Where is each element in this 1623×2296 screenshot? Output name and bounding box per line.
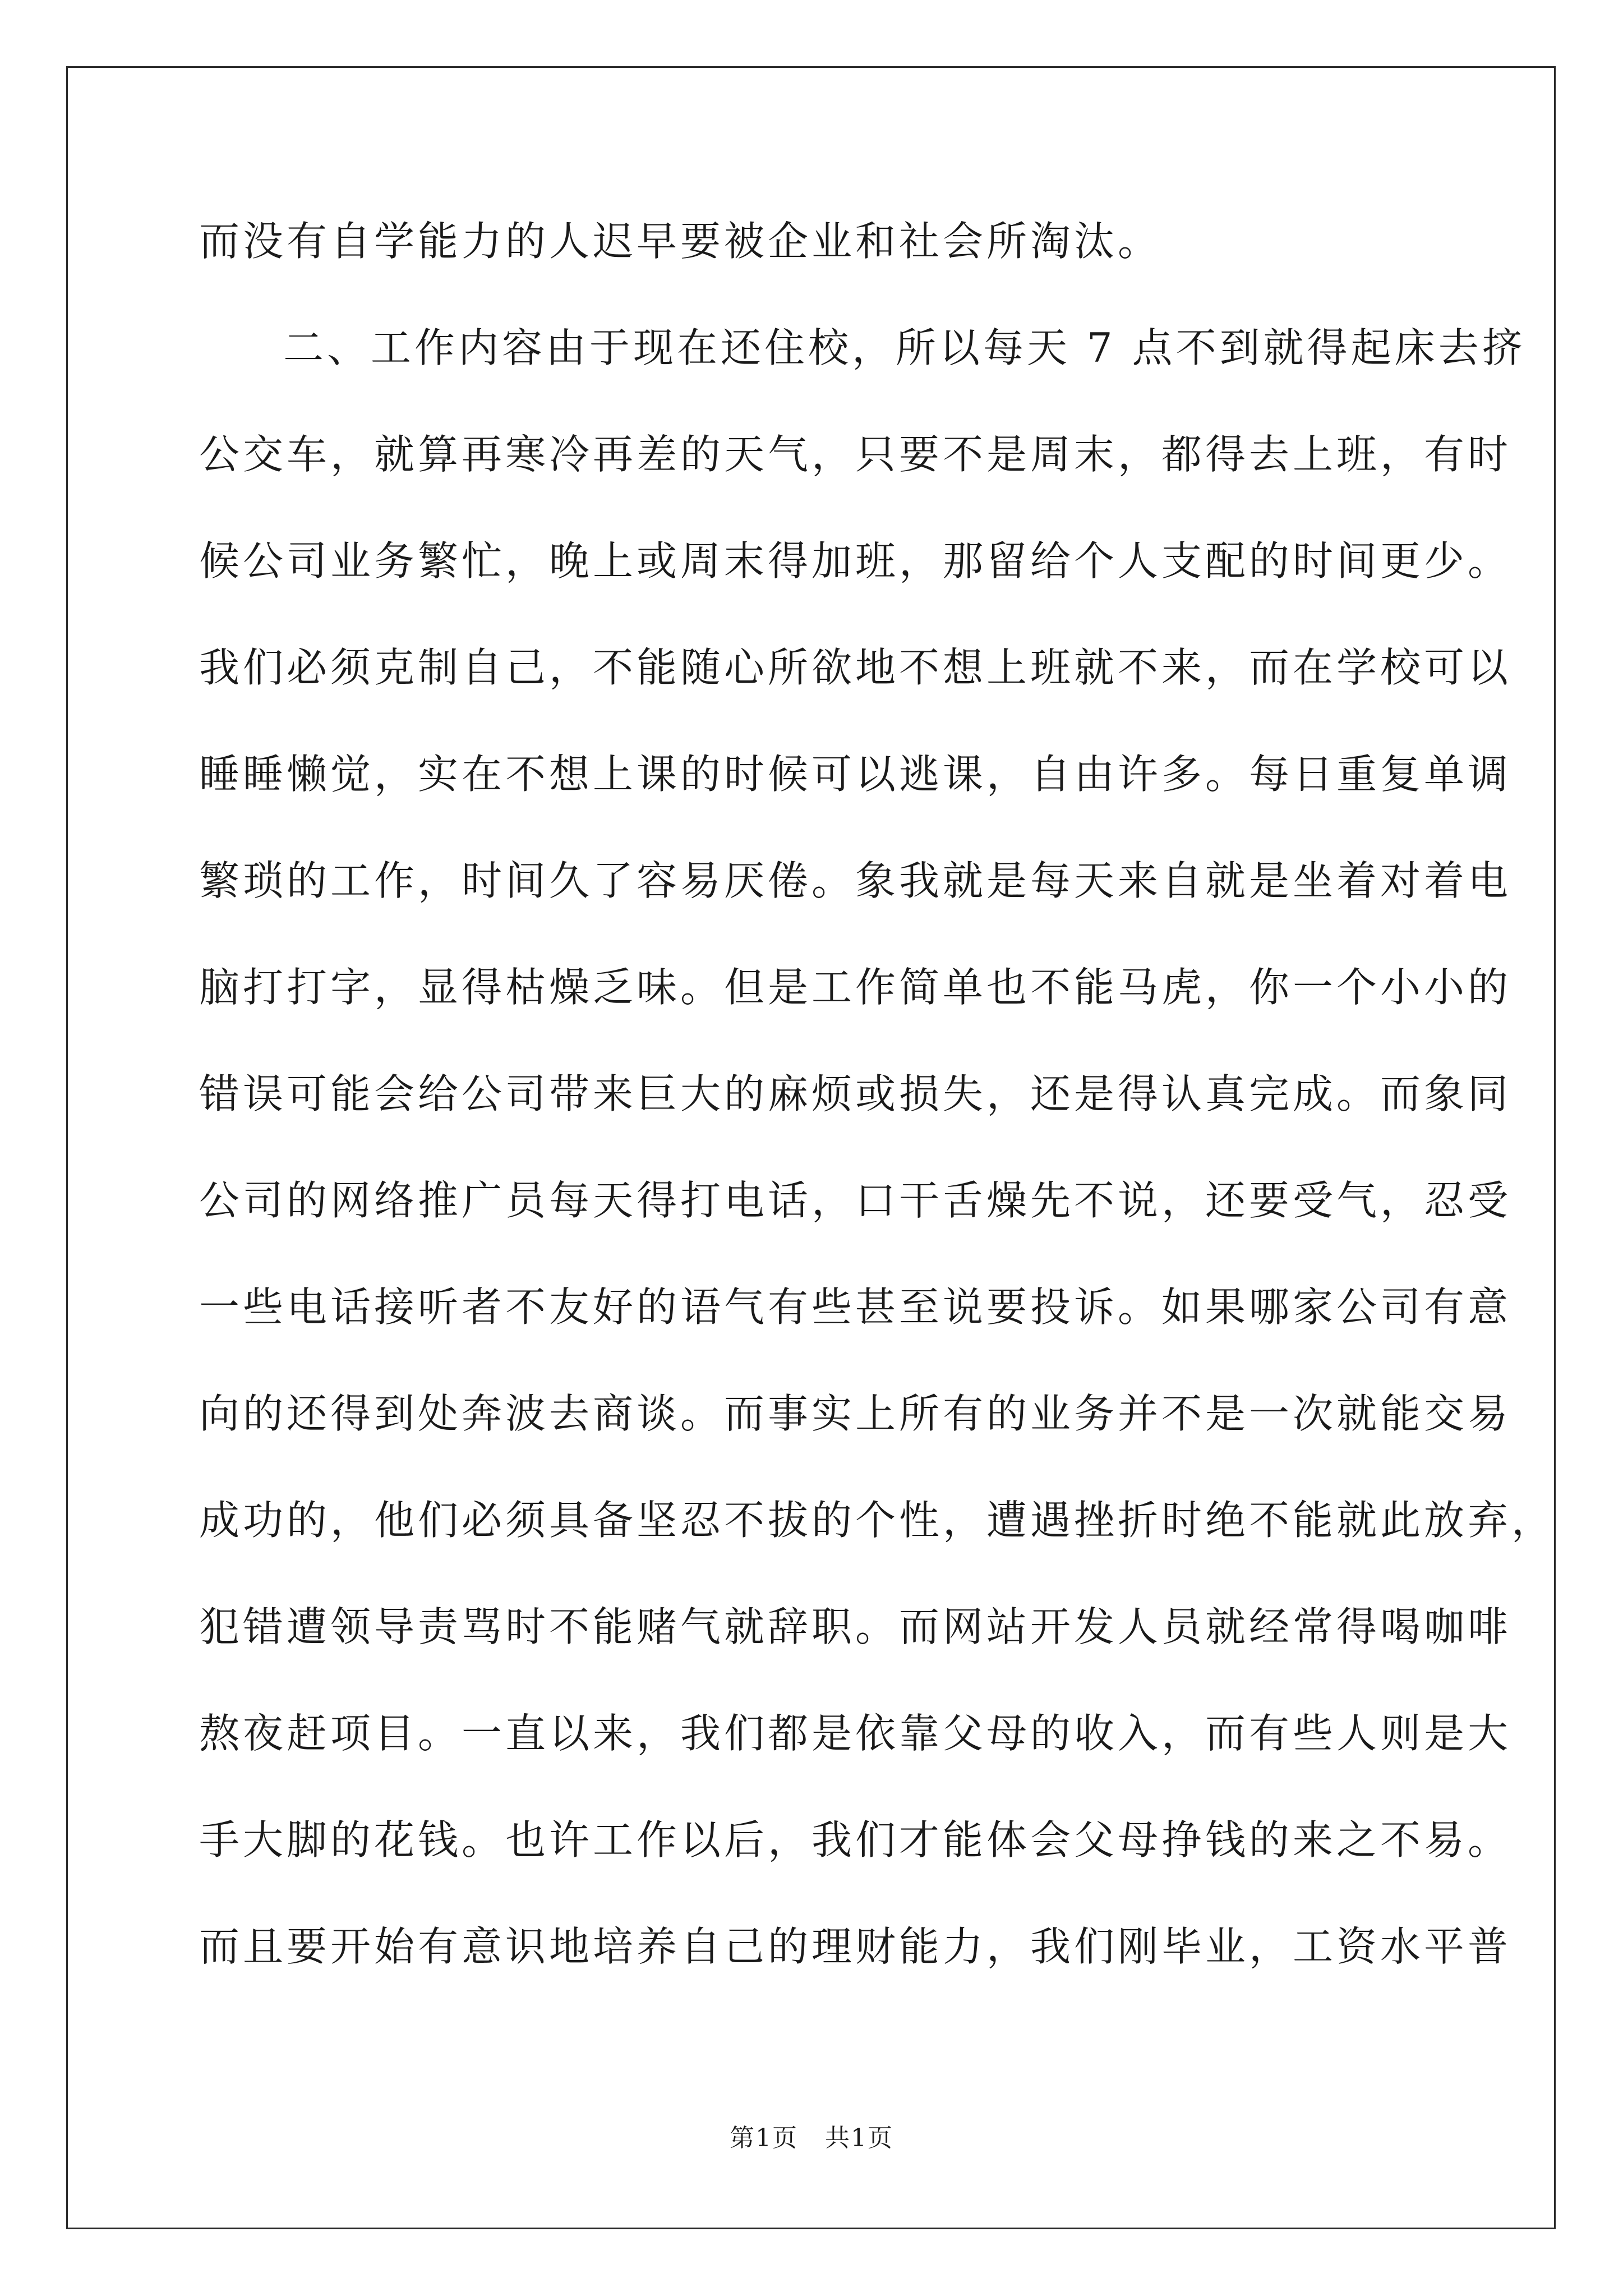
paragraph-line: 成功的，他们必须具备坚忍不拔的个性，遭遇挫折时绝不能就此放弃， xyxy=(199,1497,1556,1544)
paragraph-line: 而没有自学能力的人迟早要被企业和社会所淘汰。 xyxy=(199,218,1162,265)
paragraph-line: 错误可能会给公司带来巨大的麻烦或损失，还是得认真完成。而象同 xyxy=(199,1070,1512,1117)
paragraph-line: 二、工作内容由于现在还住校，所以每天 7 点不到就得起床去挤 xyxy=(283,324,1526,371)
paragraph-line: 公司的网络推广员每天得打电话，口干舌燥先不说，还要受气，忍受 xyxy=(199,1177,1512,1224)
paragraph-line: 向的还得到处奔波去商谈。而事实上所有的业务并不是一次就能交易 xyxy=(199,1390,1512,1437)
paragraph-line: 手大脚的花钱。也许工作以后，我们才能体会父母挣钱的来之不易。 xyxy=(199,1816,1512,1864)
paragraph-line: 一些电话接听者不友好的语气有些甚至说要投诉。如果哪家公司有意 xyxy=(199,1283,1512,1331)
paragraph-line: 而且要开始有意识地培养自己的理财能力，我们刚毕业，工资水平普 xyxy=(199,1923,1512,1970)
paragraph-line: 脑打打字，显得枯燥乏味。但是工作简单也不能马虎，你一个小小的 xyxy=(199,964,1512,1011)
paragraph-line: 我们必须克制自己，不能随心所欲地不想上班就不来，而在学校可以 xyxy=(199,644,1512,691)
paragraph-line: 公交车，就算再寒冷再差的天气，只要不是周末，都得去上班，有时 xyxy=(199,431,1512,478)
document-body xyxy=(199,208,1556,2019)
page-number-footer: 第1页 共1页 xyxy=(730,2124,893,2152)
paragraph-line: 犯错遭领导责骂时不能赌气就辞职。而网站开发人员就经常得喝咖啡 xyxy=(199,1603,1512,1650)
paragraph-line: 候公司业务繁忙，晚上或周末得加班，那留给个人支配的时间更少。 xyxy=(199,537,1512,585)
paragraph-line: 睡睡懒觉，实在不想上课的时候可以逃课，自由许多。每日重复单调 xyxy=(199,751,1512,798)
paragraph-line: 熬夜赶项目。一直以来，我们都是依靠父母的收入，而有些人则是大 xyxy=(199,1710,1512,1757)
paragraph-line: 繁琐的工作，时间久了容易厌倦。象我就是每天来自就是坐着对着电 xyxy=(199,857,1512,904)
